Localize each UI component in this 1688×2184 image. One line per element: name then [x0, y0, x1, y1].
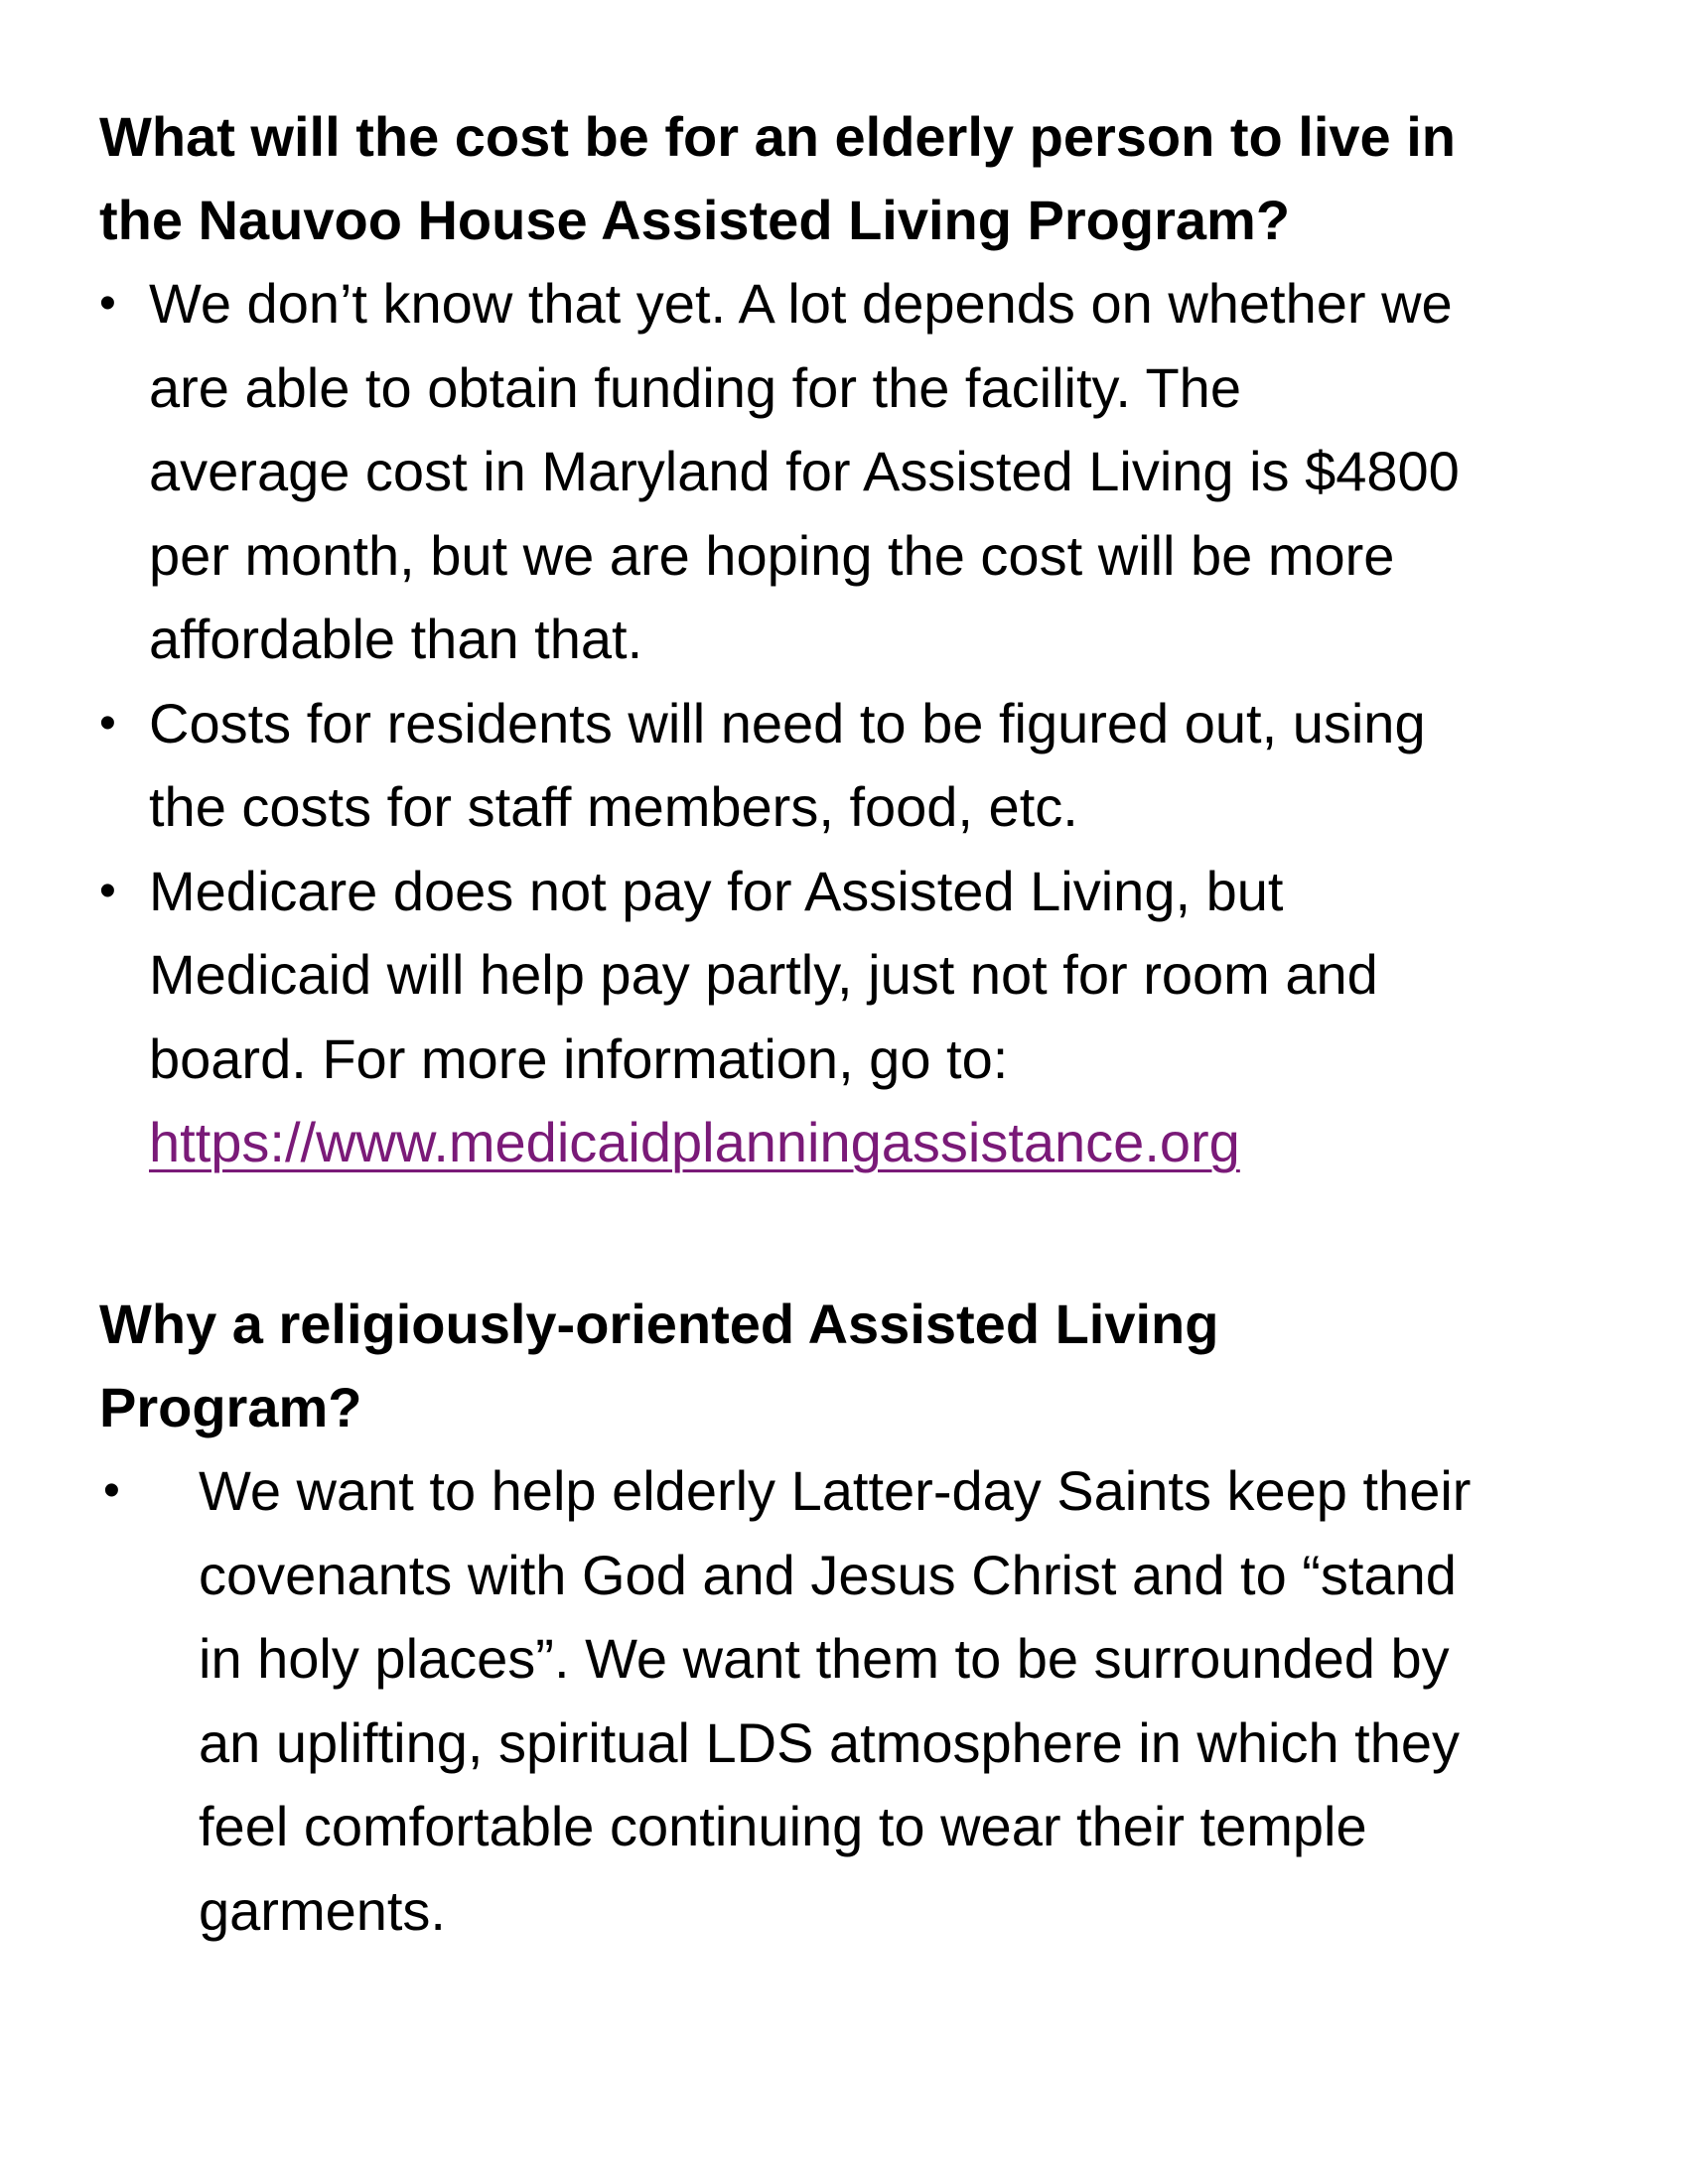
list-item [99, 682, 1618, 850]
bullet-text [99, 850, 1618, 1185]
text-line: affordable than that. [149, 608, 643, 670]
cost-question-heading [99, 95, 1609, 262]
religious-question-heading [99, 1283, 1609, 1449]
bullet-icon: • [103, 1464, 120, 1517]
bullet-text [99, 682, 1618, 850]
text-line: covenants with God and Jesus Christ and to “stand [199, 1543, 1457, 1606]
text-line: Medicare does not pay for Assisted Living, but [149, 859, 1284, 922]
list-item [99, 262, 1618, 682]
list-item [99, 850, 1618, 1185]
text-line: the costs for staff members, food, etc. [149, 775, 1078, 838]
bullet-icon: • [99, 696, 116, 750]
text-line: board. For more information, go to: [149, 1026, 1009, 1090]
religious-answer-list [99, 1449, 1618, 1953]
heading-line: the Nauvoo House Assisted Living Program? [99, 189, 1291, 251]
text-line: We want to help elderly Latter-day Saints keep their [199, 1459, 1472, 1522]
text-line: We don’t know that yet. A lot depends on whether we [149, 272, 1453, 335]
bullet-icon: • [99, 277, 116, 330]
cost-answer-list [99, 262, 1618, 1185]
text-line: in holy places”. We want them to be surrounded by [199, 1627, 1450, 1690]
text-line: average cost in Maryland for Assisted Living is $4800 [149, 440, 1460, 502]
bullet-text [99, 1449, 1618, 1953]
heading-line: What will the cost be for an elderly person to live in [99, 105, 1457, 168]
bullet-icon: • [99, 864, 116, 917]
heading-line: Why a religiously-oriented Assisted Living [99, 1293, 1219, 1355]
text-line: garments. [199, 1878, 446, 1942]
text-line: Medicaid will help pay partly, just not for room and [149, 943, 1378, 1006]
text-line: an uplifting, spiritual LDS atmosphere in which they [199, 1710, 1461, 1774]
bullet-text [99, 262, 1618, 682]
text-line: feel comfortable continuing to wear their temple [199, 1795, 1367, 1857]
heading-line: Program? [99, 1376, 362, 1438]
text-line: Costs for residents will need to be figured out, using [149, 691, 1426, 754]
text-line: are able to obtain funding for the facility. The [149, 355, 1241, 419]
list-item [99, 1449, 1618, 1953]
medicaid-planning-link[interactable]: https://www.medicaidplanningassistance.org [149, 1111, 1240, 1173]
text-line: per month, but we are hoping the cost will be more [149, 523, 1395, 587]
link-line [149, 1101, 1618, 1185]
